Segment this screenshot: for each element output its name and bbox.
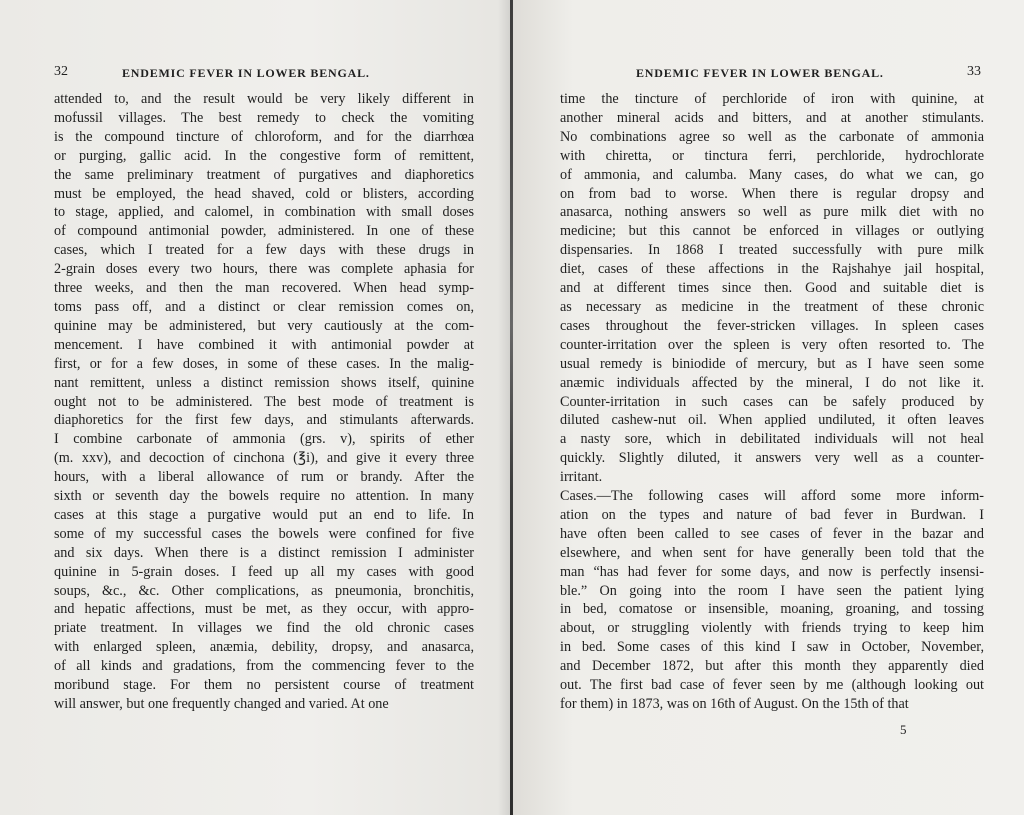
text-line: nant remittent, unless a distinct remission shows itself, quinine (54, 374, 474, 391)
text-line: ation on the types and nature of bad fever in Burdwan. I (560, 506, 984, 523)
text-line: soups, &c., &c. Other complications, as pneumonia, bronchitis, (54, 582, 474, 599)
text-line: a nasty sore, which in debilitated individuals will not heal (560, 431, 984, 448)
text-line: hours, with a liberal allowance of rum or brandy. After the (54, 469, 474, 486)
text-line: with enlarged spleen, anæmia, debility, dropsy, and anasarca, (54, 639, 474, 656)
text-line: elsewhere, and when sent for have generally been told that the (560, 544, 984, 561)
text-line: and hepatic affections, must be met, as they occur, with appro- (54, 601, 474, 618)
text-line: some of my successful cases the bowels were confined for five (54, 525, 474, 542)
text-line: or purging, gallic acid. In the congestive form of remittent, (54, 147, 474, 164)
text-line: the same preliminary treatment of purgatives and diaphoretics (54, 166, 474, 183)
text-line: of compound antimonial powder, administered. In one of these (54, 223, 474, 240)
text-line: must be employed, the head shaved, cold or blisters, according (54, 185, 474, 202)
text-line: in bed, comatose or insensible, moaning, groaning, and tossing (560, 601, 984, 618)
text-line: ble.” On going into the room I have seen the patient lying (560, 582, 984, 599)
running-head-right: ENDEMIC FEVER IN LOWER BENGAL. (636, 66, 884, 80)
text-line: and six days. When there is a distinct remission I administer (54, 544, 474, 561)
text-line: have often been called to see cases of fever in the bazar and (560, 525, 984, 542)
text-line: will answer, but one frequently changed and varied. At one (54, 696, 389, 712)
text-line: is the compound tincture of chloroform, and for the diarrhœa (54, 128, 474, 145)
text-line: to stage, applied, and calomel, in combination with small doses (54, 204, 474, 221)
text-line: of ammonia, and calumba. Many cases, do what we can, go (560, 166, 984, 183)
text-line: time the tincture of perchloride of iron with quinine, at (560, 91, 984, 107)
text-line: dispensaries. In 1868 I treated successfully with pure milk (560, 242, 984, 259)
text-line: usual remedy is biniodide of mercury, but as I have seen some (560, 355, 984, 372)
text-line: about, or struggling violently with friends trying to keep him (560, 620, 984, 637)
running-head-left: ENDEMIC FEVER IN LOWER BENGAL. (122, 66, 370, 80)
right-page (512, 0, 1024, 815)
text-line: irritant. (560, 469, 603, 486)
body-text-left (54, 90, 474, 714)
text-line: another mineral acids and bitters, and at another stimulants. (560, 109, 984, 126)
text-line: diet, cases of these affections in the Rajshahye jail hospital, (560, 261, 984, 278)
text-line: Counter-irritation in such cases can be safely produced by (560, 393, 984, 410)
text-line: cases at this stage a purgative would put an end to life. In (54, 506, 474, 523)
text-line: anæmic individuals affected by the mineral, I do not like it. (560, 374, 984, 391)
page-number-right: 33 (967, 64, 981, 79)
text-line: and December 1872, but after this month they apparently died (560, 658, 984, 675)
text-line: counter-irritation over the spleen is very often resorted to. The (560, 336, 984, 353)
text-line: sixth or seventh day the bowels require no attention. In many (54, 488, 474, 505)
text-line: ought not to be administered. The best mode of treatment is (54, 393, 474, 410)
text-line: mencement. I have combined it with antimonial powder at (54, 336, 474, 353)
text-line: priate treatment. In villages we find the old chronic cases (54, 620, 474, 637)
text-line: quickly. Slightly diluted, it answers very well as a counter- (560, 450, 984, 467)
book-gutter (510, 0, 513, 815)
text-line: attended to, and the result would be very likely different in (54, 91, 474, 107)
text-line: and at different times since then. Good and suitable diet is (560, 280, 984, 297)
text-line: as necessary as medicine in the treatment of these chronic (560, 298, 984, 315)
signature-mark: 5 (900, 722, 907, 737)
text-line: diluted cashew-nut oil. When applied undiluted, it often leaves (560, 412, 984, 429)
body-text-right (560, 90, 984, 714)
text-line: of all kinds and gradations, from the commencing fever to the (54, 658, 474, 675)
text-line: cases, which I treated for a few days with these drugs in (54, 242, 474, 259)
text-line: quinine in 5-grain doses. I feed up all my cases with good (54, 563, 474, 580)
text-line: man “has had fever for some days, and now is perfectly insensi- (560, 563, 984, 580)
text-line: (m. xxv), and decoction of cinchona (℥i), and give it every three (54, 450, 474, 467)
text-line: on from bad to worse. When there is regular dropsy and (560, 185, 984, 202)
text-line: first, or for a few doses, in some of these cases. In the malig- (54, 355, 474, 372)
text-line: quinine may be administered, but very cautiously at the com- (54, 317, 474, 334)
text-line: moribund stage. For them no persistent course of treatment (54, 677, 474, 694)
text-line: out. The first bad case of fever seen by me (although looking out (560, 677, 984, 694)
text-line: Cases.—The following cases will afford some more inform- (560, 488, 984, 505)
text-line: cases throughout the fever-stricken villages. In spleen cases (560, 317, 984, 334)
text-line: 2-grain doses every two hours, there was complete aphasia for (54, 261, 474, 278)
text-line: toms pass off, and a distinct or clear remission comes on, (54, 298, 474, 315)
text-line: anasarca, nothing answers so well as pure milk diet with no (560, 204, 984, 221)
text-line: mofussil villages. The best remedy to check the vomiting (54, 109, 474, 126)
text-line: No combinations agree so well as the carbonate of ammonia (560, 128, 984, 145)
page-number-left: 32 (54, 64, 68, 79)
text-line: diaphoretics for the first few days, and stimulants afterwards. (54, 412, 474, 429)
text-line: for them) in 1873, was on 16th of August. On the 15th of that (560, 696, 909, 712)
text-line: medicine; but this cannot be enforced in villages or outlying (560, 223, 984, 240)
text-line: with chiretta, or tinctura ferri, perchloride, hydrochlorate (560, 147, 984, 164)
text-line: in bed. Some cases of this kind I saw in October, November, (560, 639, 984, 656)
text-line: three weeks, and then the man recovered. When head symp- (54, 280, 474, 297)
text-line: I combine carbonate of ammonia (grs. v), spirits of ether (54, 431, 474, 448)
